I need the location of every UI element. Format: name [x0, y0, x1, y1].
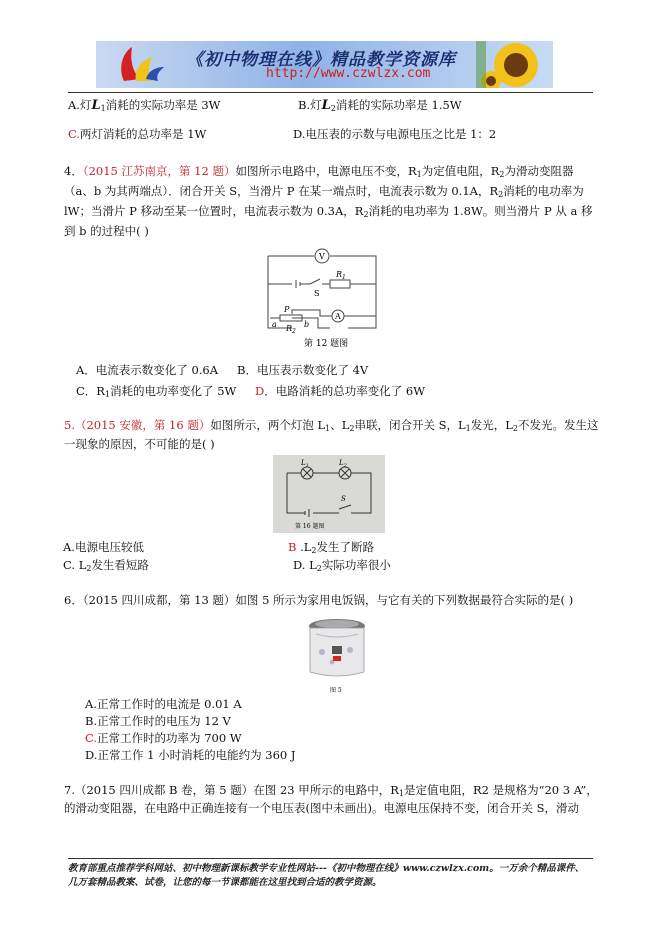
q6-line1: 6．（2015 四川成都，第 13 题）如图 5 所示为家用电饭锅，与它有关的下列数据最符合实际的是( )	[64, 593, 574, 607]
q5-fig-s: S	[341, 495, 346, 503]
q5-option-c: C. $L_2$发生看短路	[63, 558, 149, 573]
q4-fig-s: S	[314, 289, 320, 298]
q5-option-a: A.电源电压较低	[63, 540, 144, 554]
q4-fig-caption: 第 12 题图	[304, 339, 349, 349]
q4-line1: 4．（2015 江苏南京，第 12 题）如图所示电路中，电源电压不变，$R_1$为定值电阻，$R_2$为滑动变阻器	[64, 164, 574, 179]
q6-option-a: A.正常工作时的电流是 0.01 A	[85, 697, 242, 711]
rice-cooker-figure	[302, 612, 372, 696]
q4-fig-r1: $R_1$	[336, 270, 346, 281]
q5-option-b: B $.L_2$发生了断路	[288, 540, 374, 555]
q4-fig-a: A	[335, 312, 341, 321]
header-banner	[96, 41, 553, 88]
q5-fig-l2: $L_2$	[339, 459, 347, 469]
q5-option-d: D. $L_2$实际功率很小	[293, 558, 391, 573]
q4-line4: 到 b 的过程中( )	[64, 224, 149, 238]
banner-url[interactable]: http://www.czwlzx.com	[266, 66, 431, 81]
q3-option-d: D.电压表的示数与电源电压之比是 1：2	[293, 127, 497, 141]
banner-title: 《初中物理在线》精品教学资源库	[186, 50, 456, 70]
footer-line1: 教育部重点推荐学科网站、初中物理新课标教学专业性网站---《初中物理在线》www.czwlzx.com。一万余个精品课件、	[68, 863, 585, 874]
q4-circuit-figure	[262, 248, 382, 350]
sunflower-icon	[476, 41, 538, 88]
q4-fig-v: V	[319, 252, 325, 261]
q4-option-d: D．电路消耗的总功率变化了 6W	[255, 384, 426, 398]
q5-circuit-figure	[273, 455, 385, 533]
q4-line3: lW；当滑片 P 移动至某一位置时，电流表示数为 0.3A，$R_2$消耗的电功率为 1.8W。则当滑片 P 从 a 移	[64, 204, 593, 219]
q4-option-c: C．$R_1$消耗的电功率变化了 5W	[76, 384, 237, 399]
q7-line2: 的滑动变阻器，在电路中正确连接有一个电压表(图中未画出)。电源电压保持不变，闭合开关 S，滑动	[64, 801, 580, 815]
cooker-button-icon	[333, 656, 341, 661]
q4-source: （2015 江苏南京，第 12 题）	[82, 164, 236, 178]
q4-fig-p: P	[284, 305, 290, 314]
q5-fig-l1: $L_1$	[301, 459, 309, 469]
q4-fig-r2: $R_2$	[286, 324, 296, 335]
q4-fig-a-end: a	[272, 320, 277, 329]
q3-option-a: A.灯$L_1$消耗的实际功率是 3W	[68, 98, 221, 113]
q4-option-b: B．电压表示数变化了 4V	[237, 363, 369, 377]
q6-option-b: B.正常工作时的电压为 12 V	[85, 714, 231, 728]
q3-option-c: C.两灯消耗的总功率是 1W	[68, 127, 207, 141]
q4-fig-b-end: b	[304, 320, 310, 329]
q5-fig-caption: 第 16 题图	[295, 523, 325, 530]
q6-fig-caption: 图 5	[330, 687, 342, 694]
footer-line2: 几万套精品教案、试卷，让您的每一节课都能在这里找到合适的教学资源。	[68, 877, 382, 888]
q3-option-b: B.灯$L_2$消耗的实际功率是 1.5W	[298, 98, 462, 113]
q5-source: （2015 安徽，第 16 题）	[74, 418, 211, 432]
q6-option-c: C.正常工作时的功率为 700 W	[85, 731, 242, 745]
q5-line2: 一现象的原因，不可能的是( )	[64, 437, 215, 451]
q4-option-a: A．电流表示数变化了 0.6A	[76, 363, 219, 377]
header-rule	[68, 92, 593, 93]
footer-rule	[68, 858, 593, 859]
q7-line1: 7.（2015 四川成都 B 卷，第 5 题）在图 23 甲所示的电路中，$R_1$是定值电阻，R2 是规格为“20 3 A”，	[64, 783, 598, 798]
q4-line2: （a、b 为其两端点）．闭合开关 S，当滑片 P 在某一端点时，电流表示数为 0.1A，$R_2$消耗的电功率为	[64, 184, 584, 199]
q5-line1: 5.（2015 安徽，第 16 题）如图所示，两个灯泡 $L_1$、$L_2$串联，闭合开关 S，$L_1$发光，$L_2$不发光。发生这	[64, 418, 599, 433]
q6-option-d: D.正常工作 1 小时消耗的电能约为 360 J	[85, 748, 296, 762]
